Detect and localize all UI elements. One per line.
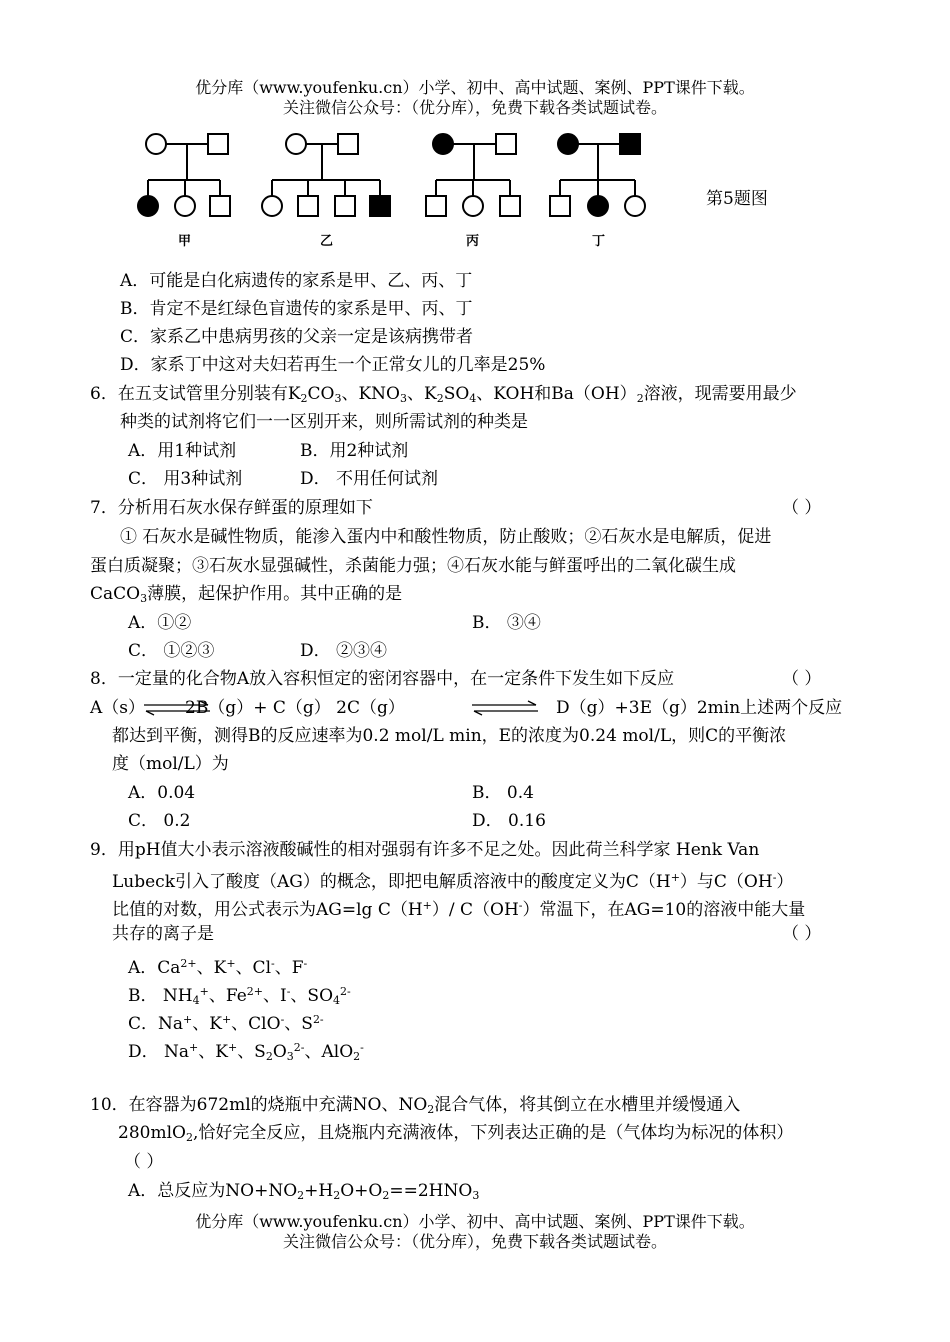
q6-option-b: B．用2种试剂: [300, 441, 409, 461]
q8-equation-end: D（g）+3E（g）2min上述两个反应: [556, 698, 843, 718]
q8-equation-middle: 2B（g）+ C（g） 2C（g）: [185, 698, 405, 718]
child-female-affected-icon: [138, 196, 158, 216]
q8-option-b: B． 0.4: [472, 783, 534, 803]
q9-stem-line-2: Lubeck引入了酸度（AG）的概念，即把电解质溶液中的酸度定义为C（H+）与C（OH-）: [112, 871, 794, 892]
child-female-affected-icon: [588, 196, 608, 216]
q8-stem-line-1: 8．一定量的化合物A放入容积恒定的密闭容器中，在一定条件下发生如下反应: [90, 669, 675, 689]
q7-answer-paren: （ ）: [782, 498, 822, 518]
q9-option-d: D． Na+、K+、$S_2O_3^{2-}$、AlO$_2$-: [128, 1041, 364, 1063]
pedigree-label-bing: 丙: [466, 234, 480, 249]
pedigree-label-ding: 丁: [592, 234, 606, 249]
q7-stem-line-2: ① 石灰水是碱性物质，能渗入蛋内中和酸性物质，防止酸败；②石灰水是电解质，促进: [120, 527, 772, 547]
q9-option-c: C．Na+、K+、ClO-、$S^{2-}$: [128, 1013, 324, 1034]
q10-option-a: A．总反应为$NO+NO_2+H_2O+O_2==2HNO_3$: [128, 1181, 480, 1202]
pedigree-ding: [550, 134, 645, 216]
footer-line-2: 关注微信公众号：（优分库），免费下载各类试题试卷。: [282, 1232, 667, 1251]
q8-option-a: A．0.04: [128, 783, 196, 803]
parent-female-affected-icon: [558, 134, 578, 154]
q9-option-b: B． $NH_4^+$、$Fe^{2+}$、I-、$SO_4^{2-}$: [128, 985, 351, 1007]
parent-male-normal-icon: [208, 134, 228, 154]
q7-option-d: D． ②③④: [300, 641, 388, 661]
parent-male-normal-icon: [338, 134, 358, 154]
q8-stem-line-4: 度（mol/L）为: [112, 754, 229, 774]
q7-option-c: C． ①②③: [128, 641, 215, 661]
pedigree-label-jia: 甲: [178, 234, 192, 249]
q5-option-c: C．家系乙中患病男孩的父亲一定是该病携带者: [120, 327, 474, 347]
header-line-2: 关注微信公众号：（优分库），免费下载各类试题试卷。: [282, 98, 667, 117]
q6-stem-line-2: 种类的试剂将它们一一区别开来，则所需试剂的种类是: [120, 412, 528, 432]
q5-option-b: B．肯定不是红绿色盲遗传的家系是甲、丙、丁: [120, 299, 473, 319]
q7-stem-line-4: CaCO$_3$薄膜，起保护作用。其中正确的是: [90, 584, 403, 605]
q9-option-a: A．$Ca^{2+}$、K+、Cl-、F-: [128, 957, 308, 978]
pedigree-label-yi: 乙: [320, 234, 334, 249]
q8-option-c: C． 0.2: [128, 811, 191, 831]
parent-male-affected-icon: [620, 134, 640, 154]
q10-answer-paren: （ ）: [124, 1152, 164, 1172]
q9-stem-line-3: 比值的对数，用公式表示为AG=lg C（H+）/ C（OH-）常温下，在AG=10的溶液中能大量: [112, 899, 806, 920]
child-female-normal-icon: [175, 196, 195, 216]
equilibrium-arrow-icon: [470, 700, 540, 716]
q10-stem-line-1: 10．在容器为672ml的烧瓶中充满NO、$NO_2$混合气体，将其倒立在水槽里并缓慢通入: [90, 1095, 741, 1116]
q6-option-d: D． 不用任何试剂: [300, 469, 439, 489]
q8-option-d: D． 0.16: [472, 811, 546, 831]
pedigree-yi: [262, 134, 390, 216]
q8-equation-start: A（s）: [90, 698, 146, 718]
q8-stem-line-3: 都达到平衡，测得B的反应速率为0.2 mol/L min，E的浓度为0.24 mol/L，则C的平衡浓: [112, 726, 787, 746]
q5-option-a: A．可能是白化病遗传的家系是甲、乙、丙、丁: [120, 271, 473, 291]
child-female-normal-icon: [262, 196, 282, 216]
pedigree-figure: [130, 128, 670, 228]
child-female-normal-icon: [463, 196, 483, 216]
pedigree-bing: [426, 134, 520, 216]
pedigree-jia: [138, 134, 230, 216]
q9-answer-paren: （ ）: [782, 924, 822, 944]
q7-stem-line-3: 蛋白质凝聚；③石灰水显强碱性，杀菌能力强；④石灰水能与鲜蛋呼出的二氧化碳生成: [90, 556, 736, 576]
parent-female-normal-icon: [146, 134, 166, 154]
q6-option-a: A．用1种试剂: [128, 441, 237, 461]
child-male-normal-icon: [426, 196, 446, 216]
child-male-normal-icon: [298, 196, 318, 216]
q7-option-b: B． ③④: [472, 613, 541, 633]
q6-stem-line-1: 6．在五支试管里分别装有$K_2CO_3$、$KNO_3$、$K_2SO_4$、KOH和$Ba(OH)_2$溶液，现需要用最少: [90, 384, 797, 405]
q9-stem-line-1: 9．用pH值大小表示溶液酸碱性的相对强弱有许多不足之处。因此荷兰科学家 Henk Van: [90, 840, 760, 860]
figure-caption: 第5题图: [706, 189, 768, 209]
q7-option-a: A．①②: [128, 613, 192, 633]
header-line-1: 优分库（www.youfenku.cn）小学、初中、高中试题、案例、PPT课件下载。: [195, 78, 755, 97]
footer-line-1: 优分库（www.youfenku.cn）小学、初中、高中试题、案例、PPT课件下载。: [195, 1212, 755, 1231]
child-male-normal-icon: [335, 196, 355, 216]
parent-male-normal-icon: [496, 134, 516, 154]
q7-stem-line-1: 7．分析用石灰水保存鲜蛋的原理如下: [90, 498, 373, 518]
q9-stem-line-4: 共存的离子是: [112, 924, 214, 944]
parent-female-normal-icon: [286, 134, 306, 154]
child-male-normal-icon: [500, 196, 520, 216]
q5-option-d: D．家系丁中这对夫妇若再生一个正常女儿的几率是25%: [120, 355, 546, 375]
q8-answer-paren: （ ）: [782, 669, 822, 689]
parent-female-affected-icon: [433, 134, 453, 154]
child-male-normal-icon: [550, 196, 570, 216]
child-male-normal-icon: [210, 196, 230, 216]
child-male-affected-icon: [370, 196, 390, 216]
q10-stem-line-2: 280mlO$_2$,恰好完全反应，且烧瓶内充满液体，下列表达正确的是（气体均为标况的体积）: [118, 1123, 794, 1144]
q6-option-c: C． 用3种试剂: [128, 469, 243, 489]
child-female-normal-icon: [625, 196, 645, 216]
